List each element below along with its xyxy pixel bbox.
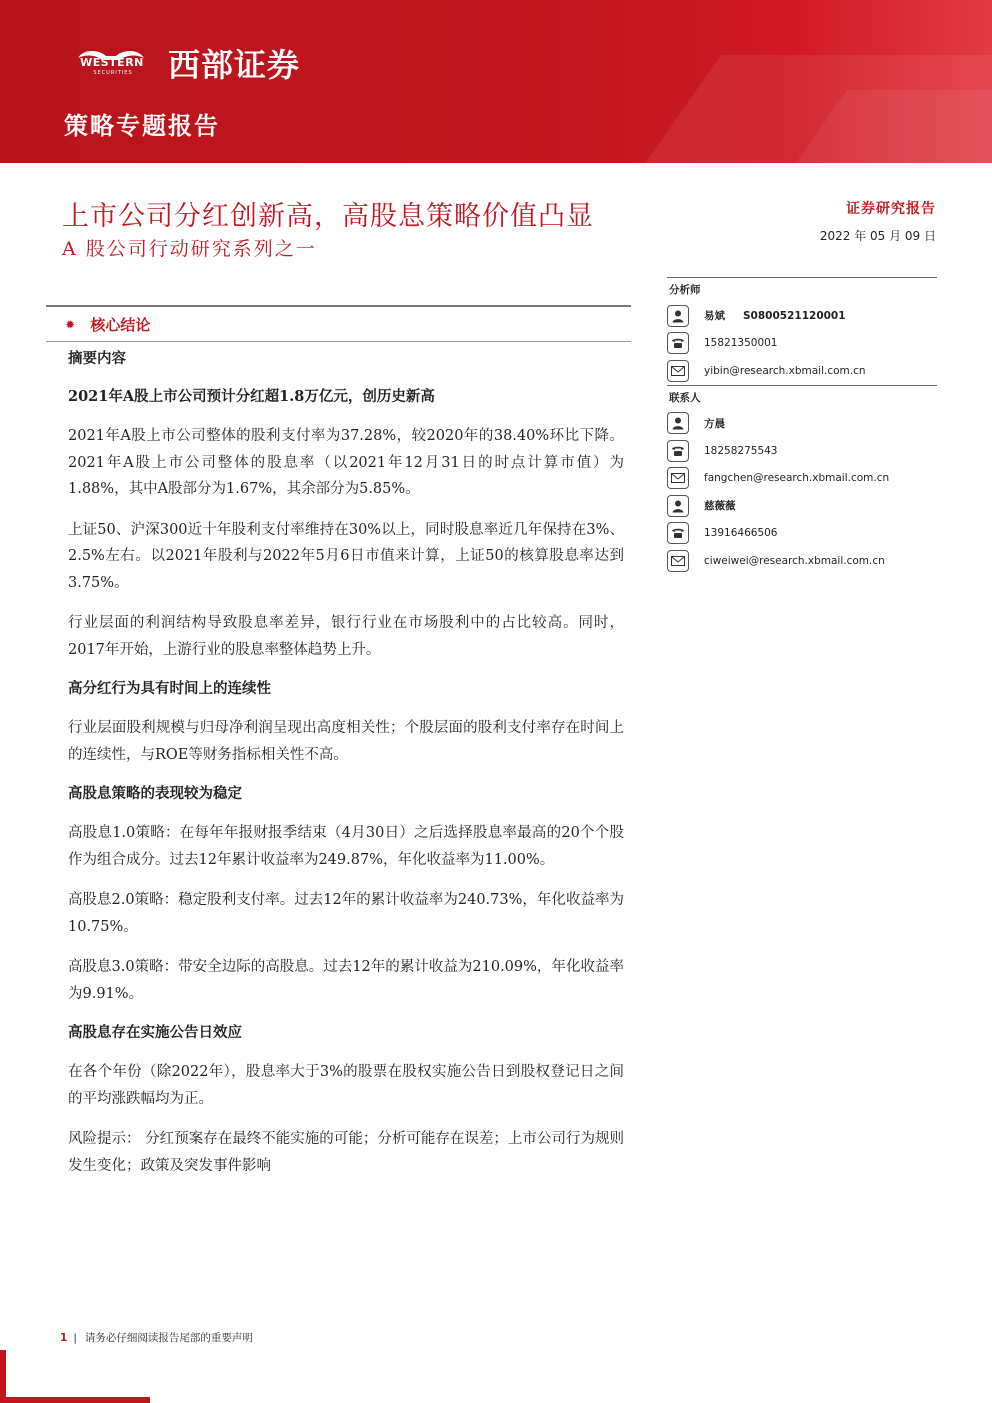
analyst-heading: 分析师 bbox=[669, 284, 701, 296]
contact-name-row bbox=[667, 492, 937, 520]
risk-warning: 风险提示： 分红预案存在最终不能实施的可能；分析可能存在误差；上市公司行为规则发生变化；政策及突发事件影响 bbox=[68, 1131, 624, 1174]
core-conclusion-heading bbox=[66, 314, 150, 335]
disclaimer-note: 请务必仔细阅读报告尾部的重要声明 bbox=[84, 1332, 253, 1344]
section-divider bbox=[46, 341, 631, 342]
paragraph: 高股息2.0策略：稳定股利支付率。过去12年的累计收益率为240.73%，年化收益率为10.75%。 bbox=[68, 892, 624, 935]
contact-name: 方晨 bbox=[704, 417, 725, 430]
contact-email-row bbox=[667, 547, 937, 575]
contact-phone-row bbox=[667, 437, 937, 465]
logo-english: WESTERN bbox=[80, 56, 144, 69]
page-number: 1 bbox=[60, 1332, 68, 1344]
section-heading: 高股息存在实施公告日效应 bbox=[68, 1024, 242, 1041]
summary-content bbox=[68, 347, 624, 1193]
summary-heading: 摘要内容 bbox=[68, 350, 126, 367]
contact-email-row bbox=[667, 465, 937, 493]
contact-name: 慈薇薇 bbox=[704, 500, 736, 513]
header-band bbox=[0, 0, 992, 163]
contact-phone-row bbox=[667, 520, 937, 548]
phone-icon bbox=[667, 522, 689, 544]
page-subtitle: A 股公司行动研究系列之一 bbox=[62, 238, 317, 260]
paragraph: 上证50、沪深300近十年股利支付率维持在30%以上，同时股息率近几年保持在3%、2.5%左右。以2021年股利与2022年5月6日市值来计算，上证50的核算股息率达到3.75%。 bbox=[68, 521, 624, 591]
contact-name-row bbox=[667, 410, 937, 438]
document-type: 证券研究报告 bbox=[846, 201, 936, 217]
page-title: 上市公司分红创新高，高股息策略价值凸显 bbox=[62, 201, 594, 232]
analyst-name: 易斌 bbox=[704, 310, 725, 323]
logo-chinese: 西部证券 bbox=[168, 46, 301, 84]
corner-accent bbox=[0, 1350, 6, 1403]
report-type: 策略专题报告 bbox=[64, 111, 220, 140]
contact-email[interactable]: ciweiwei@research.xbmail.com.cn bbox=[704, 554, 885, 567]
corner-accent bbox=[0, 1397, 150, 1403]
logo-english-sub: SECURITIES bbox=[93, 70, 133, 76]
section-heading: 2021年A股上市公司预计分红超1.8万亿元，创历史新高 bbox=[68, 388, 435, 405]
contact-phone: 13916466506 bbox=[704, 527, 778, 540]
paragraph: 高股息1.0策略：在每年年报财报季结束（4月30日）之后选择股息率最高的20个个股作为组合成分。过去12年累计收益率为249.87%，年化收益率为11.00%。 bbox=[68, 825, 624, 868]
contact-email[interactable]: fangchen@research.xbmail.com.cn bbox=[704, 472, 890, 485]
paragraph: 2021年A股上市公司整体的股利支付率为37.28%，较2020年的38.40%环比下降。2021年A股上市公司整体的股息率（以2021年12月31日的时点计算市值）为1.88%，其中A股部分为1.67%，其余部分为5.85%。 bbox=[68, 428, 624, 497]
analyst-phone-row bbox=[667, 330, 937, 358]
person-icon bbox=[667, 495, 689, 517]
document-date: 2022 年 05 月 09 日 bbox=[819, 229, 936, 243]
section-divider bbox=[46, 305, 631, 307]
paragraph: 行业层面股利规模与归母净利润呈现出高度相关性；个股层面的股利支付率存在时间上的连续性，与ROE等财务指标相关性不高。 bbox=[68, 720, 624, 763]
contact-heading: 联系人 bbox=[669, 391, 701, 404]
mail-icon bbox=[667, 467, 689, 489]
mail-icon bbox=[667, 360, 689, 382]
phone-icon bbox=[667, 440, 689, 462]
section-heading: 高分红行为具有时间上的连续性 bbox=[68, 680, 271, 697]
footer-separator: | bbox=[73, 1332, 77, 1344]
core-conclusion-label: 核心结论 bbox=[90, 316, 151, 334]
analyst-phone: 15821350001 bbox=[704, 337, 778, 350]
analyst-license: S0800521120001 bbox=[743, 309, 846, 322]
paragraph: 行业层面的利润结构导致股息率差异，银行行业在市场股利中的占比较高。同时，2017年开始，上游行业的股息率整体趋势上升。 bbox=[68, 615, 624, 658]
section-heading: 高股息策略的表现较为稳定 bbox=[68, 785, 242, 802]
person-icon bbox=[667, 412, 689, 434]
paragraph: 高股息3.0策略：带安全边际的高股息。过去12年的累计收益为210.09%，年化收益率为9.91%。 bbox=[68, 959, 624, 1002]
bullet-icon: ✹ bbox=[66, 320, 75, 331]
page-footer bbox=[60, 1330, 253, 1345]
person-icon bbox=[667, 305, 689, 327]
phone-icon bbox=[667, 332, 689, 354]
analyst-email-row bbox=[667, 357, 937, 385]
analyst-email[interactable]: yibin@research.xbmail.com.cn bbox=[704, 364, 866, 377]
contact-phone: 18258275543 bbox=[704, 444, 778, 457]
analyst-name-row bbox=[667, 302, 937, 330]
mail-icon bbox=[667, 550, 689, 572]
analyst-sidebar bbox=[667, 277, 937, 575]
paragraph: 在各个年份（除2022年），股息率大于3%的股票在股权实施公告日到股权登记日之间的平均涨跌幅均为正。 bbox=[68, 1064, 624, 1107]
